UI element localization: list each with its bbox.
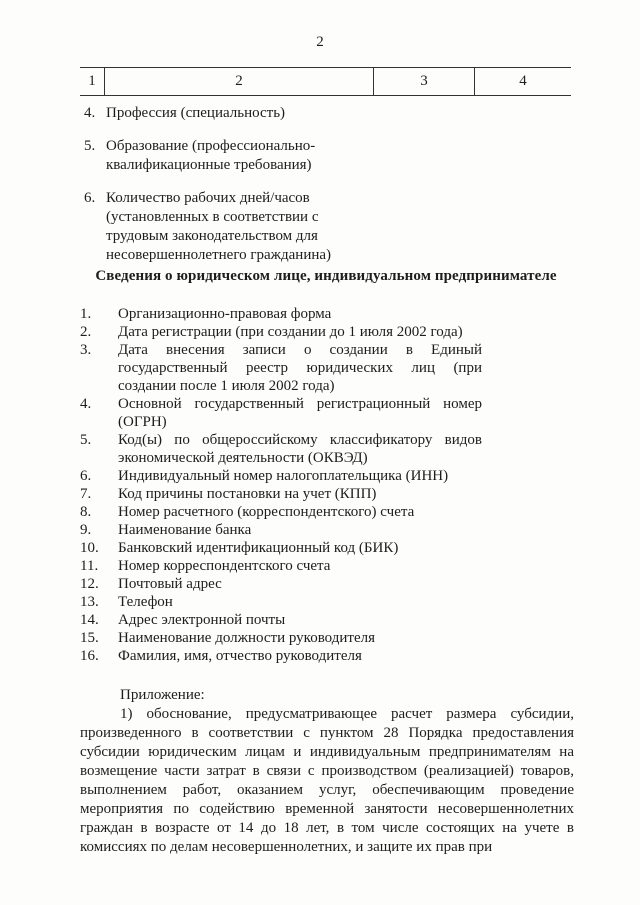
- appendix-text: 1) обоснование, предусматривающее расчет размера субсидии, произведенного в соответствии с пунктом 28 Порядка предоставления субсидии юридическим лицам и индивидуальным предпринимателям на возмещение части затрат в связи с производством (реализацией) товаров, выполнением работ, оказанием услуг, обеспечивающим проведение мероприятия по содействию временной занятости несовершеннолетних граждан в возрасте от 14 до 18 лет, в том числе состоящих на учете в комиссиях по делам несовершеннолетних, и защите их прав при: [80, 706, 574, 855]
- list-text: Основной государственный регистрационный номер (ОГРН): [118, 396, 482, 430]
- field-item: [84, 189, 354, 265]
- list-number: 1.: [80, 306, 92, 322]
- list-item: [80, 323, 482, 341]
- list-number: 12.: [80, 576, 99, 592]
- list-item: [80, 575, 482, 593]
- list-number: 2.: [80, 324, 92, 340]
- appendix-label: Приложение:: [120, 687, 205, 703]
- list-text: Почтовый адрес: [118, 576, 222, 592]
- list-text: Адрес электронной почты: [118, 612, 286, 628]
- list-text: Организационно-правовая форма: [118, 306, 332, 322]
- field-text: Образование (профессионально- квалификационные требования): [106, 138, 316, 173]
- list-item: [80, 431, 482, 467]
- list-number: 7.: [80, 486, 92, 502]
- list-number: 4.: [80, 396, 92, 412]
- list-text: Фамилия, имя, отчество руководителя: [118, 648, 362, 664]
- list-item: [80, 395, 482, 431]
- list-text: Наименование должности руководителя: [118, 630, 376, 646]
- entity-info-list: [80, 305, 482, 665]
- list-text: Код(ы) по общероссийскому классификатору видов экономической деятельности (ОКВЭД): [118, 432, 482, 466]
- field-number: 5.: [84, 138, 96, 154]
- list-number: 6.: [80, 468, 92, 484]
- list-text: Номер расчетного (корреспондентского) счета: [118, 504, 415, 520]
- list-number: 14.: [80, 612, 99, 628]
- list-number: 9.: [80, 522, 92, 538]
- column-header-table: [80, 67, 571, 96]
- employment-fields: [84, 104, 354, 279]
- field-number: 6.: [84, 190, 96, 206]
- list-item: [80, 629, 482, 647]
- list-number: 11.: [80, 558, 99, 574]
- list-number: 3.: [80, 342, 92, 358]
- field-number: 4.: [84, 105, 96, 121]
- list-number: 5.: [80, 432, 92, 448]
- column-header-4: 4: [475, 68, 572, 96]
- list-text: Банковский идентификационный код (БИК): [118, 540, 399, 556]
- list-text: Телефон: [118, 594, 173, 610]
- list-item: [80, 485, 482, 503]
- list-text: Код причины постановки на учет (КПП): [118, 486, 377, 502]
- list-item: [80, 593, 482, 611]
- field-text: Профессия (специальность): [106, 105, 286, 121]
- list-number: 10.: [80, 540, 99, 556]
- list-number: 16.: [80, 648, 99, 664]
- list-number: 13.: [80, 594, 99, 610]
- list-text: Индивидуальный номер налогоплательщика (ИНН): [118, 468, 449, 484]
- column-header-2: 2: [105, 68, 374, 96]
- column-header-3: 3: [374, 68, 475, 96]
- field-item: [84, 137, 354, 175]
- list-number: 15.: [80, 630, 99, 646]
- column-header-1: 1: [80, 68, 105, 96]
- list-item: [80, 467, 482, 485]
- list-item: [80, 503, 482, 521]
- list-text: Дата внесения записи о создании в Единый государственный реестр юридических лиц (при создании после 1 июля 2002 года): [118, 342, 482, 394]
- list-item: [80, 647, 482, 665]
- field-text: Количество рабочих дней/часов (установленных в соответствии с трудовым законодательством для несовершеннолетнего гражданина): [106, 190, 332, 263]
- field-item: [84, 104, 354, 123]
- list-text: Наименование банка: [118, 522, 252, 538]
- list-item: [80, 611, 482, 629]
- list-number: 8.: [80, 504, 92, 520]
- list-text: Номер корреспондентского счета: [118, 558, 331, 574]
- page-number: 2: [316, 34, 324, 50]
- list-item: [80, 521, 482, 539]
- list-item: [80, 539, 482, 557]
- section-title: Сведения о юридическом лице, индивидуальном предпринимателе: [95, 268, 557, 284]
- list-text: Дата регистрации (при создании до 1 июля 2002 года): [118, 324, 463, 340]
- table-row: [80, 68, 571, 96]
- list-item: [80, 341, 482, 395]
- list-item: [80, 305, 482, 323]
- list-item: [80, 557, 482, 575]
